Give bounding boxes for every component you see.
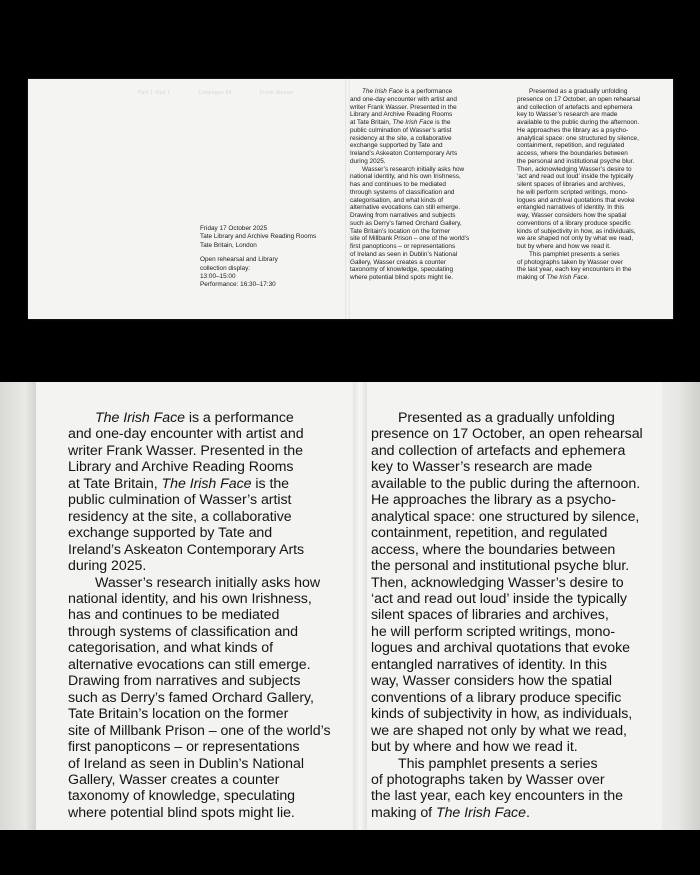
text-line	[517, 166, 673, 174]
text-segment: exchange supported by Tate and	[68, 525, 273, 542]
text-segment: taxonomy of knowledge, speculating	[350, 266, 454, 274]
text-line	[68, 772, 348, 788]
text-line	[371, 509, 656, 525]
text-segment: presence on 17 October, an open rehearsal	[371, 426, 643, 443]
title-italic: The Irish Face	[392, 119, 434, 126]
event-times-block	[200, 256, 340, 290]
text-line	[68, 788, 348, 804]
text-line	[517, 197, 673, 205]
text-line	[68, 690, 348, 706]
text-segment: Tate Britain’s location on the former	[68, 706, 289, 723]
text-segment: presence on 17 October, an open rehearsal	[517, 95, 641, 103]
text-line	[517, 181, 673, 189]
text-line	[517, 251, 673, 259]
text-line	[517, 259, 673, 267]
text-line	[68, 805, 348, 821]
text-segment: during 2025.	[68, 558, 147, 575]
text-segment: This pamphlet presents a series	[529, 250, 620, 258]
title-italic: The Irish Face	[95, 410, 185, 426]
text-segment: ‘act and read out loud’ inside the typically	[371, 590, 627, 607]
display-line-1: Open rehearsal and Library	[200, 256, 278, 264]
text-segment: Drawing from narratives and subjects	[68, 673, 301, 690]
text-line	[371, 657, 656, 673]
text-segment: available to the public during the afternoon.	[371, 475, 641, 492]
text-segment: where potential blind spots might lie.	[68, 804, 295, 821]
text-segment: national identity, and his own Irishness,	[68, 590, 312, 607]
text-line	[517, 189, 673, 197]
text-segment: Ireland’s Askeaton Contemporary Arts	[350, 150, 458, 157]
text-segment: has and continues to be mediated	[68, 607, 280, 624]
text-segment: Wasser’s research initially asks how	[95, 574, 321, 591]
text-segment: categorisation, and what kinds of	[350, 196, 444, 204]
text-segment: writer Frank Wasser. Presented in the	[350, 103, 457, 111]
text-segment: conventions of a library produce specific	[517, 219, 631, 227]
text-line	[350, 220, 510, 228]
text-segment: exchange supported by Tate and	[350, 142, 443, 150]
text-line	[68, 640, 348, 656]
text-segment: of photographs taken by Wasser over	[517, 258, 623, 266]
text-segment: .	[525, 804, 530, 821]
text-line	[371, 673, 656, 689]
text-line	[371, 558, 656, 574]
text-segment: Drawing from narratives and subjects	[350, 212, 456, 219]
text-line	[350, 235, 510, 243]
text-segment: Then, acknowledging Wasser’s desire to	[371, 574, 624, 591]
text-line	[371, 690, 656, 706]
text-segment: through systems of classification and	[68, 623, 298, 640]
text-segment: This pamphlet presents a series	[398, 755, 598, 772]
pamphlet-spread	[28, 79, 673, 319]
text-segment: national identity, and his own Irishness,	[350, 173, 461, 181]
text-line	[517, 274, 673, 282]
title-italic: The Irish Face	[362, 88, 403, 95]
text-line	[350, 251, 510, 259]
text-line	[350, 181, 510, 189]
text-segment: we are shaped not only by what we read,	[517, 235, 634, 243]
text-segment: key to Wasser’s research are made	[517, 111, 618, 119]
text-line	[68, 624, 348, 640]
text-segment: making of	[517, 274, 547, 281]
text-line	[68, 443, 348, 459]
text-line	[68, 575, 348, 591]
text-segment: Presented as a gradually unfolding	[398, 410, 615, 426]
text-segment: access, where the boundaries between	[517, 150, 628, 157]
text-line	[68, 459, 348, 475]
text-segment: of Ireland as seen in Dublin’s National	[68, 755, 304, 772]
text-segment: analytical space: one structured by silence,	[517, 134, 639, 142]
title-italic: The Irish Face	[546, 274, 588, 281]
text-line	[350, 111, 510, 119]
text-segment: alternative evocations can still emerge.	[68, 656, 311, 673]
text-segment: Gallery, Wasser creates a counter	[68, 771, 280, 788]
text-segment: is the	[433, 119, 451, 126]
text-segment: and one-day encounter with artist and	[68, 426, 304, 443]
text-segment: where potential blind spots might lie.	[350, 274, 454, 281]
text-segment: such as Derry’s famed Orchard Gallery,	[350, 219, 462, 227]
text-segment: making of	[371, 804, 436, 821]
text-line	[350, 189, 510, 197]
event-location: Tate Britain, London	[200, 241, 257, 249]
text-line	[371, 542, 656, 558]
text-line	[517, 235, 673, 243]
text-line	[350, 197, 510, 205]
text-segment: public culmination of Wasser’s artist	[350, 126, 452, 134]
text-segment: such as Derry’s famed Orchard Gallery,	[68, 689, 314, 706]
text-line	[350, 135, 510, 143]
text-segment: he will perform scripted writings, mono-	[371, 623, 615, 640]
text-line	[371, 772, 656, 788]
text-line	[517, 119, 673, 127]
text-line	[68, 706, 348, 722]
faint-header-item: Part 1 Visit 1	[138, 90, 171, 96]
title-italic: The Irish Face	[435, 804, 526, 821]
text-line	[350, 127, 510, 135]
text-segment: but by where and how we read it.	[517, 243, 611, 250]
text-line	[517, 243, 673, 251]
text-segment: Wasser’s research initially asks how	[362, 165, 465, 173]
text-line	[68, 673, 348, 689]
text-line	[350, 119, 510, 127]
text-segment: of Ireland as seen in Dublin’s National	[350, 250, 458, 258]
mini-right-column	[517, 88, 673, 282]
text-line	[68, 739, 348, 755]
text-segment: site of Millbank Prison – one of the world’s	[68, 722, 331, 739]
text-segment: first panopticons – or representations	[350, 243, 456, 250]
text-segment: Gallery, Wasser creates a counter	[350, 258, 446, 266]
text-segment: containment, repetition, and regulated	[517, 142, 625, 150]
text-segment: public culmination of Wasser’s artist	[68, 492, 292, 509]
text-segment: through systems of classification and	[350, 188, 455, 196]
text-line	[371, 723, 656, 739]
pamphlet-closeup	[0, 382, 700, 830]
text-line	[350, 212, 510, 220]
text-line	[68, 591, 348, 607]
text-line	[350, 243, 510, 251]
closeup-fold	[353, 382, 367, 830]
text-line	[517, 158, 673, 166]
text-segment: Presented as a gradually unfolding	[529, 88, 628, 95]
closeup-right-edge	[662, 382, 700, 830]
text-line	[350, 104, 510, 112]
text-segment: logues and archival quotations that evoke	[371, 640, 631, 657]
text-line	[68, 410, 348, 426]
text-segment: is the	[251, 475, 290, 492]
text-line	[68, 492, 348, 508]
text-line	[371, 640, 656, 656]
text-line	[68, 525, 348, 541]
text-segment: categorisation, and what kinds of	[68, 640, 273, 657]
text-line	[350, 158, 510, 166]
text-line	[371, 756, 656, 772]
text-line	[350, 173, 510, 181]
text-segment: access, where the boundaries between	[371, 541, 616, 558]
text-line	[68, 756, 348, 772]
text-segment: Library and Archive Reading Rooms	[68, 459, 294, 476]
text-line	[371, 459, 656, 475]
text-line	[517, 228, 673, 236]
text-segment: of photographs taken by Wasser over	[371, 771, 605, 788]
text-segment: Tate Britain’s location on the former	[350, 227, 451, 235]
text-line	[350, 204, 510, 212]
text-line	[517, 142, 673, 150]
text-line	[68, 509, 348, 525]
text-line	[371, 443, 656, 459]
text-segment: alternative evocations can still emerge.	[350, 204, 461, 212]
text-segment: key to Wasser’s research are made	[371, 459, 593, 476]
text-segment: .	[587, 274, 590, 281]
text-line	[350, 166, 510, 174]
text-line	[350, 228, 510, 236]
text-segment: the last year, each key encounters in the	[517, 266, 632, 274]
event-info	[200, 225, 340, 296]
text-segment: and collection of artefacts and ephemera	[517, 103, 633, 111]
text-segment: he will perform scripted writings, mono-	[517, 188, 628, 196]
text-segment: silent spaces of libraries and archives,	[371, 607, 609, 624]
text-segment: kinds of subjectivity in how, as individuals,	[517, 227, 636, 235]
text-line	[350, 274, 510, 282]
text-segment: residency at the site, a collaborative	[68, 508, 292, 525]
text-line	[350, 259, 510, 267]
event-date: Friday 17 October 2025	[200, 225, 268, 232]
text-segment: Ireland’s Askeaton Contemporary Arts	[68, 541, 305, 558]
closeup-right-column	[371, 410, 656, 821]
closeup-left-column	[68, 410, 348, 821]
text-segment: the last year, each key encounters in the	[371, 788, 623, 805]
display-line-2: collection display:	[200, 264, 251, 272]
text-line	[350, 88, 510, 96]
text-line	[68, 657, 348, 673]
faint-header-text	[138, 90, 294, 96]
text-segment: but by where and how we read it.	[371, 739, 578, 756]
text-segment: Library and Archive Reading Rooms	[350, 111, 453, 119]
text-segment: has and continues to be mediated	[350, 181, 446, 188]
text-segment: analytical space: one structured by silence,	[371, 508, 640, 525]
text-segment: kinds of subjectivity in how, as individuals,	[371, 706, 633, 723]
text-segment: residency at the site, a collaborative	[350, 134, 452, 142]
text-segment: way, Wasser considers how the spatial	[371, 673, 613, 690]
text-line	[517, 88, 673, 96]
text-segment: the personal and institutional psyche blur.	[517, 157, 635, 165]
text-line	[371, 426, 656, 442]
text-segment: at Tate Britain,	[350, 119, 393, 126]
text-line	[350, 266, 510, 274]
text-line	[371, 492, 656, 508]
text-line	[350, 150, 510, 158]
text-segment: ‘act and read out loud’ inside the typically	[517, 173, 634, 181]
text-segment: first panopticons – or representations	[68, 739, 300, 756]
text-line	[517, 127, 673, 135]
text-line	[371, 410, 656, 426]
mini-left-column	[350, 88, 510, 282]
text-segment: silent spaces of libraries and archives,	[517, 181, 625, 188]
text-segment: He approaches the library as a psycho-	[371, 492, 616, 509]
text-line	[371, 739, 656, 755]
event-venue-block	[200, 225, 340, 250]
text-segment: logues and archival quotations that evoke	[517, 196, 635, 204]
text-line	[517, 150, 673, 158]
faint-header-item: Catalogue 04	[198, 90, 232, 96]
text-segment: entangled narratives of identity. In this	[517, 204, 625, 212]
text-line	[350, 142, 510, 150]
text-line	[371, 591, 656, 607]
text-line	[350, 96, 510, 104]
title-italic: The Irish Face	[161, 475, 252, 492]
text-line	[68, 558, 348, 574]
text-line	[371, 525, 656, 541]
text-segment: He approaches the library as a psycho-	[517, 126, 629, 134]
text-segment: is a performance	[402, 88, 453, 95]
text-segment: containment, repetition, and regulated	[371, 525, 608, 542]
text-segment: and one-day encounter with artist and	[350, 95, 457, 103]
text-segment: writer Frank Wasser. Presented in the	[68, 442, 303, 459]
closeup-left-edge	[0, 382, 36, 830]
text-line	[371, 575, 656, 591]
text-line	[68, 542, 348, 558]
text-segment: available to the public during the afternoon.	[517, 119, 640, 126]
text-line	[517, 220, 673, 228]
text-line	[371, 476, 656, 492]
text-line	[68, 607, 348, 623]
event-venue: Tate Library and Archive Reading Rooms	[200, 233, 317, 241]
text-line	[517, 173, 673, 181]
text-segment: Then, acknowledging Wasser’s desire to	[517, 165, 632, 173]
display-hours: 13:00–15:00	[200, 273, 236, 281]
text-segment: the personal and institutional psyche blur.	[371, 558, 630, 575]
text-line	[371, 706, 656, 722]
text-line	[371, 788, 656, 804]
text-segment: we are shaped not only by what we read,	[371, 722, 627, 739]
text-segment: at Tate Britain,	[68, 475, 162, 492]
text-line	[517, 104, 673, 112]
text-line	[68, 476, 348, 492]
text-line	[517, 212, 673, 220]
text-line	[371, 624, 656, 640]
text-line	[517, 135, 673, 143]
text-line	[517, 204, 673, 212]
performance-time: Performance: 16:30–17:30	[200, 281, 276, 289]
text-segment: taxonomy of knowledge, speculating	[68, 788, 296, 805]
text-line	[371, 607, 656, 623]
text-segment: way, Wasser considers how the spatial	[517, 212, 627, 219]
text-line	[517, 96, 673, 104]
text-line	[517, 266, 673, 274]
text-segment: conventions of a library produce specific	[371, 689, 622, 706]
text-line	[371, 805, 656, 821]
text-line	[68, 723, 348, 739]
text-segment: is a performance	[184, 410, 294, 426]
text-segment: entangled narratives of identity. In this	[371, 656, 607, 673]
text-line	[517, 111, 673, 119]
text-segment: during 2025.	[350, 157, 386, 165]
text-segment: site of Millbank Prison – one of the world’s	[350, 235, 470, 243]
faint-header-item: Frank Wasser	[259, 90, 295, 96]
text-line	[68, 426, 348, 442]
text-segment: and collection of artefacts and ephemera	[371, 442, 626, 459]
